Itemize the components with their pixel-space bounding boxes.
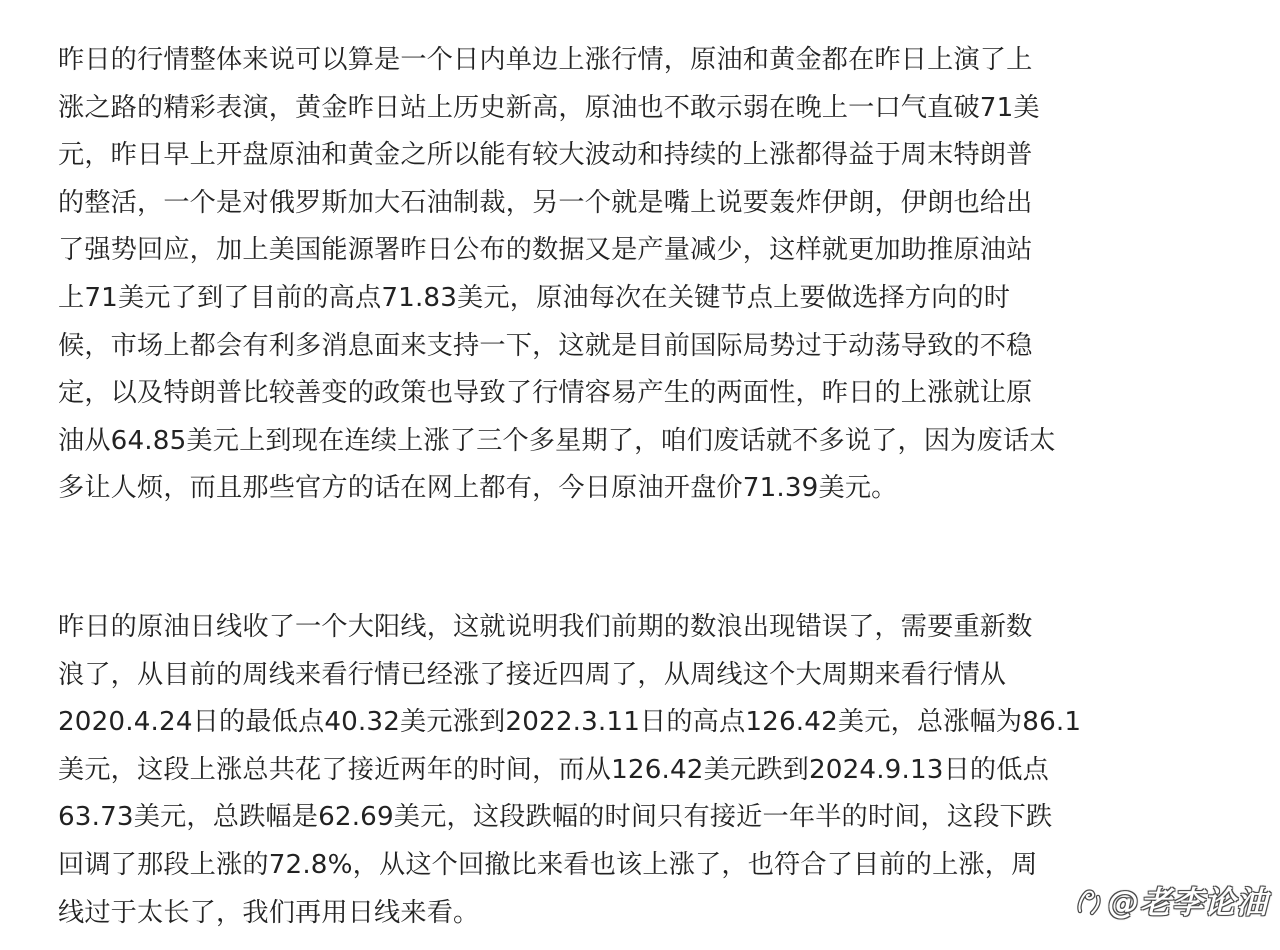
paragraph-market-review: [58, 37, 1056, 513]
author-watermark: [1074, 877, 1268, 922]
text-line: 元，昨日早上开盘原油和黄金之所以能有较大波动和持续的上涨都得益于周末特朗普: [58, 140, 1033, 171]
text-line: 2020.4.24日的最低点40.32美元涨到2022.3.11日的高点126.42美元，总涨幅为86.1: [58, 707, 1082, 738]
watermark-text: @老李论油: [1108, 885, 1268, 921]
text-line: 浪了，从目前的周线来看行情已经涨了接近四周了，从周线这个大周期来看行情从: [58, 659, 1007, 690]
text-line: 多让人烦，而且那些官方的话在网上都有，今日原油开盘价71.39美元。: [58, 473, 898, 504]
text-line: 63.73美元，总跌幅是62.69美元，这段跌幅的时间只有接近一年半的时间，这段下跌: [58, 802, 1053, 833]
paragraph-wave-analysis: [58, 604, 1081, 937]
text-line: 的整活，一个是对俄罗斯加大石油制裁，另一个就是嘴上说要轰炸伊朗，伊朗也给出: [58, 187, 1033, 218]
text-line: 美元，这段上涨总共花了接近两年的时间，而从126.42美元跌到2024.9.13日的低点: [58, 754, 1049, 785]
text-line: 油从64.85美元上到现在连续上涨了三个多星期了，咱们废话就不多说了，因为废话太: [58, 425, 1056, 456]
text-line: 候，市场上都会有利多消息面来支持一下，这就是目前国际局势过于动荡导致的不稳: [58, 330, 1033, 361]
text-line: 上71美元了到了目前的高点71.83美元，原油每次在关键节点上要做选择方向的时: [58, 282, 1011, 313]
platform-logo-icon: [1074, 883, 1104, 917]
text-line: 涨之路的精彩表演，黄金昨日站上历史新高，原油也不敢示弱在晚上一口气直破71美: [58, 92, 1040, 123]
text-line: 了强势回应，加上美国能源署昨日公布的数据又是产量减少，这样就更加助推原油站: [58, 235, 1033, 266]
text-line: 昨日的行情整体来说可以算是一个日内单边上涨行情，原油和黄金都在昨日上演了上: [58, 45, 1033, 75]
text-line: 昨日的原油日线收了一个大阳线，这就说明我们前期的数浪出现错误了，需要重新数: [58, 612, 1033, 642]
text-line: 线过于太长了，我们再用日线来看。: [58, 897, 480, 928]
text-line: 定，以及特朗普比较善变的政策也导致了行情容易产生的两面性，昨日的上涨就让原: [58, 378, 1033, 409]
text-line: 回调了那段上涨的72.8%，从这个回撤比来看也该上涨了，也符合了目前的上涨，周: [58, 849, 1038, 880]
